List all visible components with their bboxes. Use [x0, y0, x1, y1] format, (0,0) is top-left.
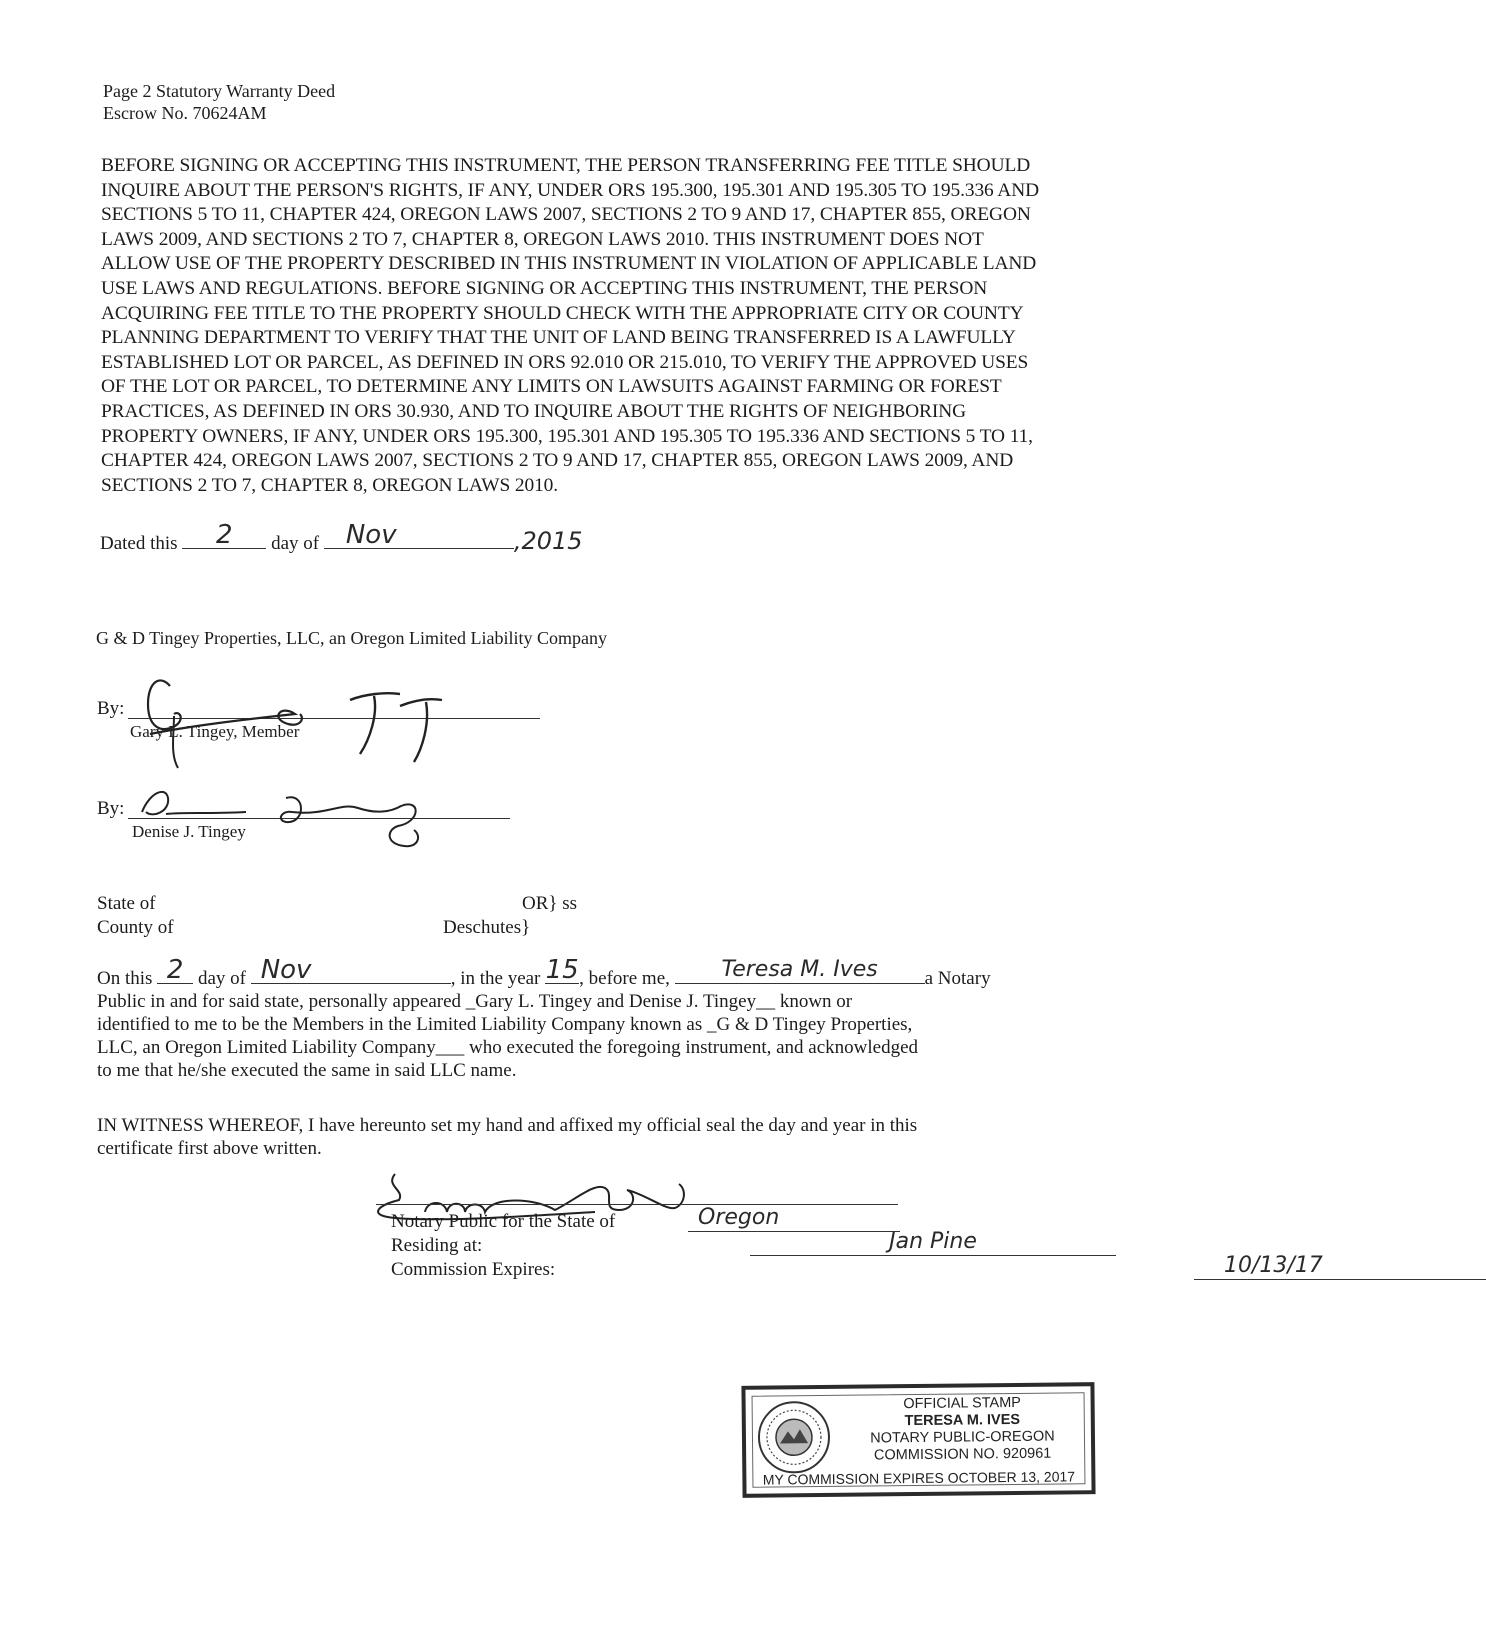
commission-expires-blank [1194, 1253, 1486, 1280]
ack-line-1 [97, 955, 1177, 990]
commission-expires-handwritten: 10/13/17 [1224, 1253, 1323, 1278]
page-label: Page 2 Statutory Warranty Deed [103, 81, 336, 101]
ack-month-blank [251, 955, 451, 985]
witness-line-2: certificate first above written. [97, 1138, 322, 1159]
notary-state-handwritten: Oregon [698, 1205, 780, 1230]
ack-day-handwritten: 2 [166, 955, 184, 985]
signer-2-name: Denise J. Tingey [132, 822, 246, 841]
stamp-expires: MY COMMISSION EXPIRES OCTOBER 13, 2017 [762, 1468, 1076, 1488]
witness-line-1: IN WITNESS WHEREOF, I have hereunto set my hand and affixed my official seal the day and year in this [97, 1115, 918, 1136]
ack-line-2: Public in and for said state, personally appeared _Gary L. Tingey and Denise J. Tingey__ known or [97, 991, 853, 1012]
signer-1-by-label: By: [97, 698, 125, 719]
notary-public-label: Notary Public for the State of [391, 1211, 616, 1232]
ack-a-notary: a Notary [924, 968, 991, 989]
county-value: Deschutes} [443, 917, 531, 938]
official-notary-stamp [741, 1382, 1095, 1498]
statutory-notice: BEFORE SIGNING OR ACCEPTING THIS INSTRUMENT, THE PERSON TRANSFERRING FEE TITLE SHOULD INQUIRE ABOUT THE PERSON'S RIGHTS, IF ANY, UNDER ORS 195.300, 195.301 AND 195.305 TO 195.336 AND SECTIONS 5 TO 11, CHAPTER 424, OREGON LAWS 2007, SECTIONS 2 TO 9 AND 17, CHAPTER 855, OREGON LAWS 2009, AND SECTIONS 2 TO 7, CHAPTER 8, OREGON LAWS 2010. THIS INSTRUMENT DOES NOT ALLOW USE OF THE PROPERTY DESCRIBED IN THIS INSTRUMENT IN VIOLATION OF APPLICABLE LAND USE LAWS AND REGULATIONS. BEFORE SIGNING OR ACCEPTING THIS INSTRUMENT, THE PERSON ACQUIRING FEE TITLE TO THE PROPERTY SHOULD CHECK WITH THE APPROPRIATE CITY OR COUNTY PLANNING DEPARTMENT TO VERIFY THAT THE UNIT OF LAND BEING TRANSFERRED IS A LAWFULLY ESTABLISHED LOT OR PARCEL, AS DEFINED IN ORS 92.010 OR 215.010, TO VERIFY THE APPROVED USES OF THE LOT OR PARCEL, TO DETERMINE ANY LIMITS ON LAWSUITS AGAINST FARMING OR FOREST PRACTICES, AS DEFINED IN ORS 30.930, AND TO INQUIRE ABOUT THE RIGHTS OF NEIGHBORING PROPERTY OWNERS, IF ANY, UNDER ORS 195.300, 195.301 AND 195.305 TO 195.336 AND SECTIONS 5 TO 11, CHAPTER 424, OREGON LAWS 2007, SECTIONS 2 TO 9 AND 17, CHAPTER 855, OREGON LAWS 2009, AND SECTIONS 2 TO 7, CHAPTER 8, OREGON LAWS 2010. [101, 155, 1040, 496]
stamp-line-1: OFFICIAL STAMP [903, 1394, 1022, 1413]
ack-line-3: identified to me to be the Members in the Limited Liability Company known as _G & D Tingey Properties, [97, 1014, 913, 1035]
dated-month-handwritten: Nov [345, 520, 397, 550]
dated-mid: day of [271, 533, 320, 554]
dated-year-handwritten: ,2015 [513, 527, 583, 555]
county-of-label: County of [97, 917, 174, 938]
residing-at-label: Residing at: [391, 1235, 483, 1256]
state-value: OR} ss [522, 893, 578, 914]
signer-2-by-label: By: [97, 798, 125, 819]
state-of-label: State of [97, 893, 156, 914]
acknowledgment-paragraph [97, 955, 1177, 1082]
oregon-state-seal-icon [756, 1399, 833, 1476]
ack-month-handwritten: Nov [260, 955, 312, 985]
residing-at-handwritten: Jan Pine [889, 1229, 977, 1254]
ack-day-blank [157, 955, 193, 985]
stamp-text-block [838, 1394, 1088, 1465]
ack-before-me: , before me, [579, 968, 670, 989]
dated-day-blank [182, 520, 266, 550]
ack-in-the-year: , in the year [450, 968, 541, 989]
stamp-line-3: NOTARY PUBLIC-OREGON [870, 1428, 1055, 1447]
dated-month-blank [324, 520, 514, 550]
signer-2-signature [136, 772, 446, 852]
ack-line-5: to me that he/she executed the same in said LLC name. [97, 1060, 517, 1081]
stamp-line-4: COMMISSION NO. 920961 [873, 1445, 1052, 1464]
commission-expires-label: Commission Expires: [391, 1259, 556, 1280]
dated-day-handwritten: 2 [216, 520, 233, 550]
dated-prefix: Dated this [100, 533, 178, 554]
escrow-number: Escrow No. 70624AM [103, 103, 267, 123]
signer-1-name: Gary L. Tingey, Member [130, 722, 300, 741]
ack-day-of: day of [197, 968, 246, 989]
ack-on-this: On this [97, 968, 153, 989]
stamp-line-2: TERESA M. IVES [904, 1411, 1021, 1430]
ack-line-4: LLC, an Oregon Limited Liability Company___ who executed the foregoing instrument, and acknowledged [97, 1037, 919, 1058]
ack-notary-name-blank [675, 957, 925, 984]
ack-notary-name-handwritten: Teresa M. Ives [721, 957, 878, 982]
ack-year-handwritten: 15 [545, 955, 579, 985]
ack-year-blank [545, 955, 579, 985]
grantor-name: G & D Tingey Properties, LLC, an Oregon Limited Liability Company [96, 628, 607, 648]
residing-at-blank [750, 1229, 1116, 1256]
dated-line [100, 520, 583, 555]
signer-1-signature [130, 664, 490, 774]
